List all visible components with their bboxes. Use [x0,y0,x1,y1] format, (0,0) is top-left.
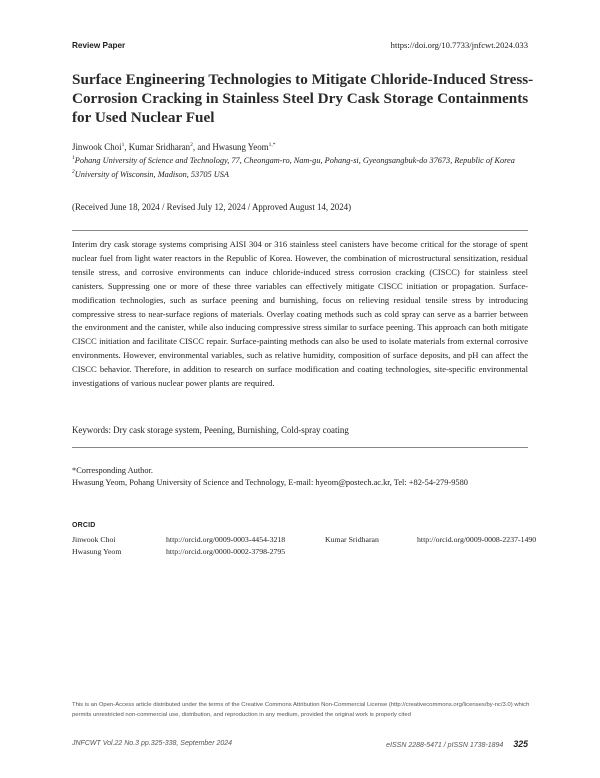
author-affiliation-mark: 1 [121,142,125,149]
author-separator: , and [192,142,213,152]
footer-issn-page [386,739,528,749]
author-name: Hwasung Yeom [212,142,269,152]
orcid-author-name: Kumar Sridharan [325,535,379,544]
orcid-heading: ORCID [72,522,96,529]
orcid-link[interactable]: http://orcid.org/0009-0008-2237-1490 [417,535,537,544]
orcid-link[interactable]: http://orcid.org/0009-0003-4454-3218 [166,535,286,544]
author-name: Jinwook Choi [72,142,122,152]
abstract-text: Interim dry cask storage systems comprising AISI 304 or 316 stainless steel canisters have become critical for the storage of spent nuclear fuel from light water reactors in the Republic of Korea. However, the combination of microstructural sensitization, residual tensile stress, and corrosive environments can induce chloride-induced stress corrosion cracking (CISCC) for stainless steel canisters. Suppressing one or more of these three variables can effectively mitigate CISCC initiation or propagation. Surface-modification technologies, such as surface peening and burnishing, focus on relieving residual tensile stress by introducing compressive stress to near-surface regions of materials. Overlay coating methods such as cold spray can serve as a barrier between the environment and the canister, while also inducing compressive stress similar to surface peening. This approach can both mitigate CISCC initiation and facilitate CISCC repair. Surface-painting methods can also be used to isolate materials from external corrosive environments. However, environmental variables, such as relative humidity, composition of surface deposits, and pH can affect the CISCC behavior. Therefore, in addition to research on surface modification and coating technologies, site-specific environmental investigations of various nuclear power plants are required. [72,239,528,389]
author-separator: , [124,142,129,152]
corresponding-author-label: *Corresponding Author. [72,466,153,475]
affiliation-mark: 2 [72,169,75,176]
affiliation-text: University of Wisconsin, Madison, 53705 USA [74,170,229,179]
author-list [72,142,275,152]
affiliation-mark: 1 [72,155,75,162]
orcid-link[interactable]: http://orcid.org/0000-0002-3798-2795 [166,547,286,556]
issn: eISSN 2288-5471 / pISSN 1738-1894 [386,742,504,749]
paper-title: Surface Engineering Technologies to Mitigate Chloride-Induced Stress-Corrosion Cracking in Stainless Steel Dry Cask Storage Containments for Used Nuclear Fuel [72,71,534,126]
journal-citation: JNFCWT Vol.22 No.3 pp.325-338, September 2024 [72,740,233,747]
author-affiliation-mark: 1,* [268,142,276,149]
affiliation [72,156,515,165]
divider [72,230,528,231]
orcid-author-name: Hwasung Yeom [72,547,122,556]
doi-link[interactable]: https://doi.org/10.7733/jnfcwt.2024.033 [390,40,528,50]
affiliation-text: Pohang University of Science and Technology, 77, Cheongam-ro, Nam-gu, Pohang-si, Gyeongsangbuk-do 37673, Republic of Korea [74,156,515,165]
publication-dates: (Received June 18, 2024 / Revised July 12, 2024 / Approved August 14, 2024) [72,202,352,212]
page-number: 325 [513,739,528,749]
affiliation [72,170,229,179]
divider [72,447,528,448]
keywords: Keywords: Dry cask storage system, Peening, Burnishing, Cold-spray coating [72,425,349,435]
paper-type-label: Review Paper [72,41,126,50]
author-affiliation-mark: 2 [190,142,193,149]
author-name: Kumar Sridharan [128,142,191,152]
orcid-author-name: Jinwook Choi [72,535,116,544]
corresponding-author-details: Hwasung Yeom, Pohang University of Science and Technology, E-mail: hyeom@postech.ac.kr, Tel: +82-54-279-9580 [72,478,468,487]
license-notice: This is an Open-Access article distributed under the terms of the Creative Commons Attribution Non-Commercial License (http://creativecommons.org/licenses/by-nc/3.0) which permits unrestricted non-commercial use, distribution, and reproduction in any medium, provided the original work is properly cited [72,702,530,718]
